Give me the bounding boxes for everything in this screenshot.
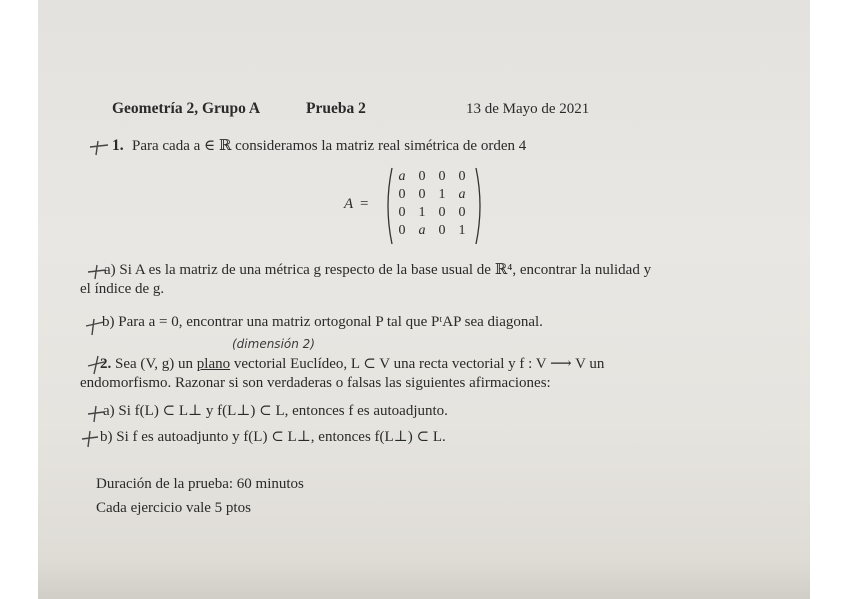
- problem-1-part-a-line2: el índice de g.: [80, 281, 165, 297]
- matrix-cell: 0: [438, 169, 446, 184]
- matrix-cell: 0: [438, 205, 446, 220]
- course-title: Geometría 2, Grupo A: [112, 100, 261, 117]
- matrix-cell: 0: [458, 205, 466, 220]
- right-paren: [474, 166, 486, 246]
- matrix-cell: a: [418, 223, 426, 238]
- matrix-cell: 1: [438, 187, 446, 202]
- matrix-cell: 0: [418, 187, 426, 202]
- matrix-cell: 0: [438, 223, 446, 238]
- exam-date: 13 de Mayo de 2021: [466, 101, 590, 117]
- problem-2-line1-post: vectorial Euclídeo, L ⊂ V una recta vectorial y f : V ⟶ V un: [230, 356, 605, 372]
- problem-2-line1-pre: Sea (V, g) un: [115, 356, 197, 372]
- exam-duration: Duración de la prueba: 60 minutos: [96, 476, 304, 492]
- exam-title: Prueba 2: [306, 100, 366, 117]
- problem-2-part-b: b) Si f es autoadjunto y f(L) ⊂ L⊥, entonces f(L⊥) ⊂ L.: [100, 429, 446, 445]
- problem-2-part-a: a) Si f(L) ⊂ L⊥ y f(L⊥) ⊂ L, entonces f es autoadjunto.: [103, 403, 448, 419]
- underlined-word: plano: [196, 356, 231, 372]
- matrix-cell: 0: [458, 169, 466, 184]
- matrix-cell: 0: [418, 169, 426, 184]
- matrix-cell: a: [398, 169, 406, 184]
- equals-sign: =: [360, 196, 369, 212]
- matrix-cell: 0: [398, 205, 406, 220]
- handwritten-note: (dimensión 2): [232, 337, 315, 351]
- matrix-cell: 1: [418, 205, 426, 220]
- checkmark-icon: [80, 429, 100, 449]
- exam-points: Cada ejercicio vale 5 ptos: [96, 500, 251, 516]
- problem-2-line1: [100, 355, 604, 373]
- checkmark-icon: [88, 139, 110, 157]
- matrix-label: A: [344, 196, 354, 212]
- matrix-cell: 0: [398, 187, 406, 202]
- problem-2-line2: endomorfismo. Razonar si son verdaderas o falsas las siguientes afirmaciones:: [80, 375, 551, 391]
- problem-1-intro: Para cada a ∈ ℝ consideramos la matriz real simétrica de orden 4: [132, 138, 527, 154]
- matrix-A: [340, 164, 500, 246]
- matrix-cell: 1: [458, 223, 466, 238]
- matrix-cell: 0: [398, 223, 406, 238]
- problem-1-part-b: b) Para a = 0, encontrar una matriz ortogonal P tal que PᵗAP sea diagonal.: [102, 314, 543, 330]
- problem-1-part-a-line1: a) Si A es la matriz de una métrica g respecto de la base usual de ℝ⁴, encontrar la nulidad y: [104, 262, 652, 278]
- problem-1-number: 1.: [112, 137, 124, 154]
- matrix-grid: [392, 169, 472, 241]
- problem-2-number: 2.: [100, 356, 112, 372]
- matrix-cell: a: [458, 187, 466, 202]
